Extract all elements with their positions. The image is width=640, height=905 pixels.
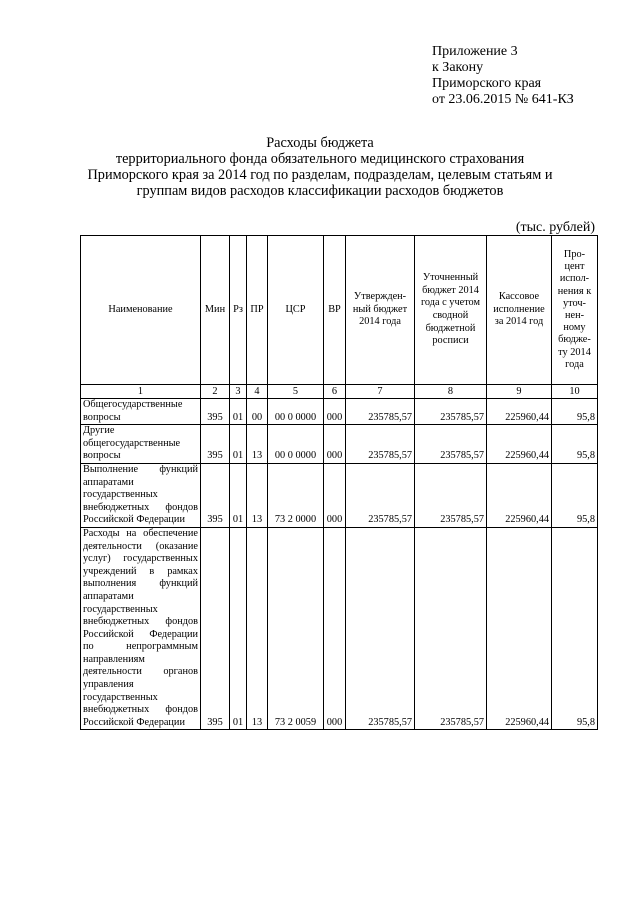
appendix-line-3: Приморского края	[432, 76, 542, 91]
row-pr: 00	[247, 399, 268, 425]
title-line-4: группам видов расходов классификации расходов бюджетов	[136, 183, 504, 199]
table-row	[81, 425, 598, 464]
row-rz: 01	[230, 463, 247, 527]
row-percent: 95,8	[552, 463, 598, 527]
row-percent: 95,8	[552, 527, 598, 730]
row-vr: 000	[324, 425, 346, 464]
column-number: 9	[487, 385, 552, 399]
row-name: Другие общегосударственные вопросы	[81, 425, 201, 464]
row-name: Общегосударственные вопросы	[81, 399, 201, 425]
appendix-block	[432, 44, 574, 108]
title-line-2: территориального фонда обязательного медицинского страхования	[115, 151, 525, 167]
row-min: 395	[201, 527, 230, 730]
row-vr: 000	[324, 463, 346, 527]
row-cash: 225960,44	[487, 463, 552, 527]
document-title	[80, 135, 560, 199]
table-row	[81, 527, 598, 730]
row-approved: 235785,57	[346, 527, 415, 730]
row-vr: 000	[324, 399, 346, 425]
header-row	[81, 236, 598, 385]
table-row	[81, 399, 598, 425]
column-number: 1	[81, 385, 201, 399]
expenditure-table	[80, 235, 598, 730]
title-line-3: Приморского края за 2014 год по разделам, подразделам, целевым статьям и	[87, 167, 553, 183]
row-approved: 235785,57	[346, 399, 415, 425]
row-rz: 01	[230, 527, 247, 730]
row-refined: 235785,57	[415, 527, 487, 730]
row-pr: 13	[247, 527, 268, 730]
row-min: 395	[201, 463, 230, 527]
column-number: 3	[230, 385, 247, 399]
header-refined: Уточненный бюджет 2014 года с учетом сводной бюджетной росписи	[415, 236, 487, 385]
column-number: 8	[415, 385, 487, 399]
header-cash: Кассовое исполнение за 2014 год	[487, 236, 552, 385]
row-csr: 73 2 0059	[268, 527, 324, 730]
row-pr: 13	[247, 463, 268, 527]
row-approved: 235785,57	[346, 463, 415, 527]
column-number: 5	[268, 385, 324, 399]
row-min: 395	[201, 399, 230, 425]
column-number: 10	[552, 385, 598, 399]
header-csr: ЦСР	[268, 236, 324, 385]
row-cash: 225960,44	[487, 425, 552, 464]
row-refined: 235785,57	[415, 399, 487, 425]
row-vr: 000	[324, 527, 346, 730]
row-min: 395	[201, 425, 230, 464]
row-name: Расходы на обеспечение деятельности (оказание услуг) государственных учреждений в рамках выполнения функций аппаратами государственных внебюджетных фондов Российской Федерации по непрограммным направлениям деятельности органов управления государственных внебюджетных фондов Российской Федерации	[81, 527, 201, 730]
row-percent: 95,8	[552, 425, 598, 464]
row-csr: 00 0 0000	[268, 399, 324, 425]
units-label: (тыс. рублей)	[515, 220, 595, 235]
header-percent: Про-цент испол-нения к уточ-нен-ному бюдже-ту 2014 года	[552, 236, 598, 385]
header-name: Наименование	[81, 236, 201, 385]
appendix-line-1: Приложение 3	[432, 44, 518, 59]
row-rz: 01	[230, 425, 247, 464]
column-number: 2	[201, 385, 230, 399]
row-refined: 235785,57	[415, 425, 487, 464]
column-number-row	[81, 385, 598, 399]
header-approved: Утвержден-ный бюджет 2014 года	[346, 236, 415, 385]
row-approved: 235785,57	[346, 425, 415, 464]
header-rz: Рз	[230, 236, 247, 385]
row-cash: 225960,44	[487, 527, 552, 730]
row-cash: 225960,44	[487, 399, 552, 425]
row-percent: 95,8	[552, 399, 598, 425]
column-number: 6	[324, 385, 346, 399]
column-number: 7	[346, 385, 415, 399]
row-pr: 13	[247, 425, 268, 464]
column-number: 4	[247, 385, 268, 399]
row-name: Выполнение функций аппаратами государственных внебюджетных фондов Российской Федерации	[81, 463, 201, 527]
row-refined: 235785,57	[415, 463, 487, 527]
header-vr: ВР	[324, 236, 346, 385]
appendix-line-4: от 23.06.2015 № 641-КЗ	[432, 92, 574, 107]
row-csr: 73 2 0000	[268, 463, 324, 527]
row-rz: 01	[230, 399, 247, 425]
header-pr: ПР	[247, 236, 268, 385]
title-line-1: Расходы бюджета	[266, 135, 374, 151]
header-min: Мин	[201, 236, 230, 385]
row-csr: 00 0 0000	[268, 425, 324, 464]
table-row	[81, 463, 598, 527]
appendix-line-2: к Закону	[432, 60, 484, 75]
